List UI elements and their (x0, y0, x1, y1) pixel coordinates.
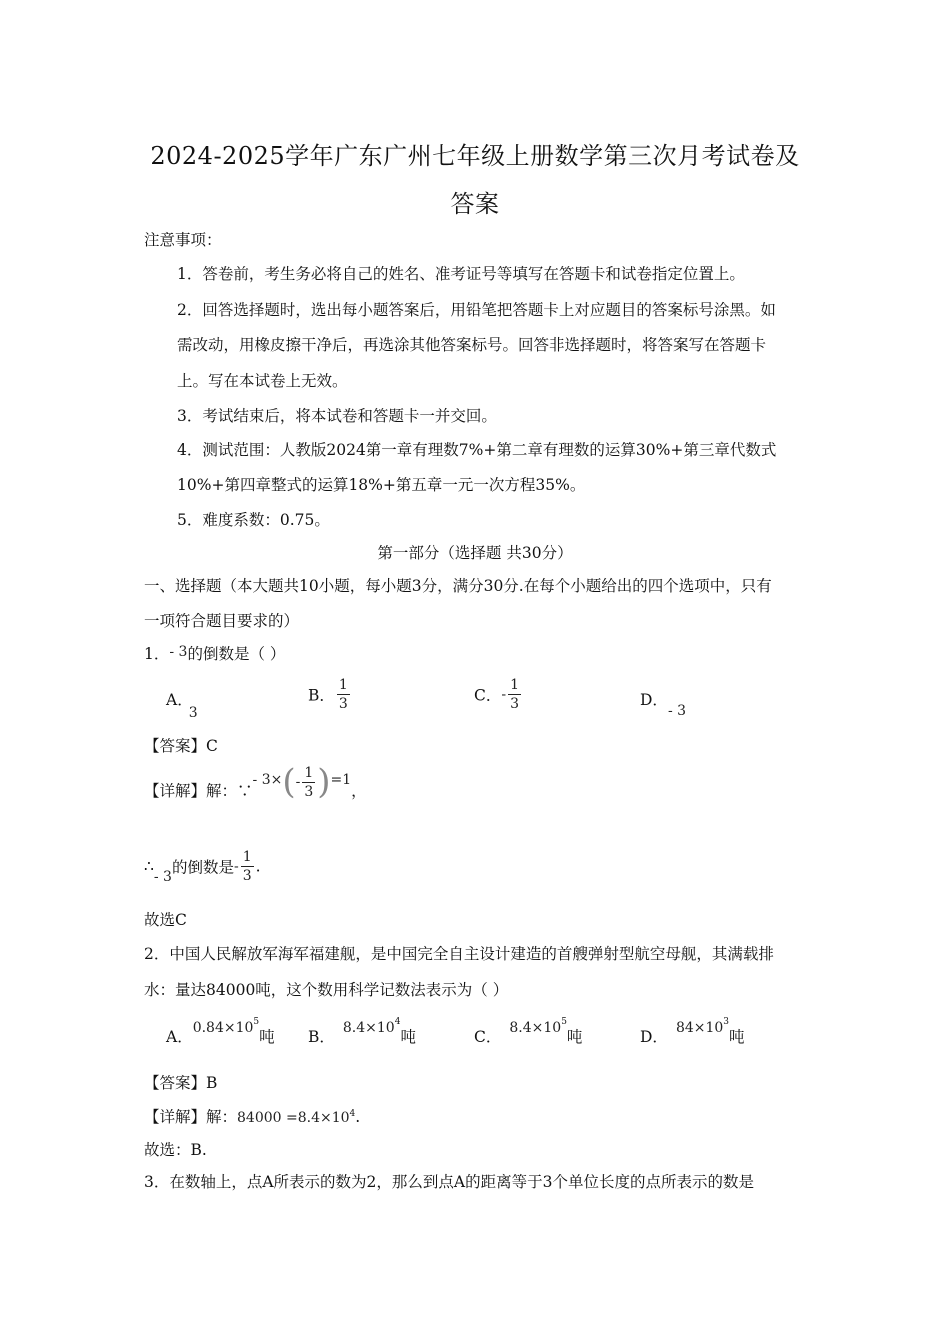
left-paren-icon: ( (282, 762, 296, 802)
q2-option-c-unit: 吨 (566, 1028, 583, 1046)
q1-option-d-value: - 3 (667, 703, 687, 719)
notice-item-2-line2: 需改动，用橡皮擦干净后，再选涂其他答案标号。回答非选择题时，将答案写在答题卡 (177, 336, 767, 354)
q2-option-d-label: D． (640, 1028, 668, 1046)
q1-stem-text: 的倒数是（ ） (187, 645, 286, 663)
q2-detail-exponent: 4 (349, 1108, 356, 1119)
q2-option-a-label: A． (166, 1028, 193, 1046)
q1-detail-label: 【详解】解：∵ (144, 782, 253, 800)
notice-item-3: 3．考试结束后，将本试卷和答题卡一并交回。 (177, 407, 497, 425)
q1-detail-tail: ， (351, 782, 367, 800)
notice-item-4-line1: 4．测试范围：人教版2024第一章有理数7%+第二章有理数的运算30%+第三章代数式 (177, 441, 777, 459)
q1-option-b-label: B． (308, 686, 335, 705)
q2-conclusion: 故选：B. (144, 1141, 207, 1159)
part1-heading: 第一部分（选择题 共30分） (377, 544, 573, 562)
q2-option-b-exponent: 4 (394, 1016, 401, 1027)
notice-heading: 注意事项： (144, 231, 222, 249)
q2-detail-end: . (355, 1108, 361, 1126)
q1-option-a (166, 688, 202, 721)
q2-option-c-label: C． (474, 1028, 502, 1046)
q1-number: 1． (144, 645, 170, 663)
notice-item-2-line1: 2．回答选择题时，选出每小题答案后，用铅笔把答题卡上对应题目的答案标号涂黑。如 (177, 301, 776, 319)
q1-option-b-denominator: 3 (338, 696, 348, 712)
right-paren-icon: ) (317, 762, 331, 802)
q1-detail-expr-b: =1 (330, 772, 352, 788)
q1-therefore (144, 850, 261, 883)
q2-option-d (640, 1016, 745, 1047)
q1-option-b-fraction (337, 678, 350, 711)
q1-option-c-sign: - (501, 686, 507, 703)
q2-option-a (166, 1016, 275, 1047)
q1-option-a-value: 3 (188, 705, 198, 721)
q1-therefore-sign: - (233, 858, 239, 875)
q2-option-c-exponent: 5 (561, 1016, 567, 1027)
q1-option-c-fraction (508, 678, 521, 711)
q1-detail-sign: - (295, 774, 301, 790)
q1-option-b-numerator: 1 (338, 677, 348, 693)
q3-stem-line1: 3．在数轴上，点A所表示的数为2，那么到点A的距离等于3个单位长度的点所表示的数是 (144, 1173, 754, 1191)
notice-item-1: 1．答卷前，考生务必将自己的姓名、准考证号等填写在答题卡和试卷指定位置上。 (177, 265, 745, 283)
q1-therefore-end: . (255, 857, 261, 876)
q2-option-b-unit: 吨 (400, 1028, 416, 1046)
q2-stem-line1: 2．中国人民解放军海军福建舰，是中国完全自主设计建造的首艘弹射型航空母舰，其满载排 (144, 945, 774, 963)
q2-detail-expr: 84000 =8.4×10 (237, 1110, 350, 1126)
q1-detail (144, 762, 367, 807)
q1-option-d-label: D． (640, 691, 668, 709)
q2-option-d-exponent: 3 (723, 1016, 730, 1027)
q1-option-b (308, 678, 352, 711)
document-title-line1: 2024-2025学年广东广州七年级上册数学第三次月考试卷及 (150, 142, 800, 170)
q2-option-b-base: 8.4×10 (342, 1020, 395, 1036)
q2-option-d-base: 84×10 (675, 1020, 724, 1036)
q1-detail-numerator: 1 (304, 764, 314, 781)
q2-option-b (308, 1016, 416, 1047)
notice-item-4-line2: 10%+第四章整式的运算18%+第五章一元一次方程35%。 (177, 476, 586, 494)
q1-therefore-denominator: 3 (242, 868, 252, 884)
q1-option-d (640, 688, 687, 719)
q2-answer: 【答案】B (144, 1074, 218, 1092)
q1-option-c-label: C． (474, 686, 502, 705)
q1-answer: 【答案】C (144, 737, 218, 755)
q1-detail-expr-a: - 3× (252, 772, 283, 788)
q1-therefore-expr: - 3 (153, 868, 172, 885)
q2-detail-label: 【详解】解： (144, 1108, 238, 1126)
q1-therefore-numerator: 1 (242, 849, 252, 865)
q2-detail (144, 1105, 360, 1127)
q1-detail-denominator: 3 (304, 783, 314, 800)
q2-option-d-unit: 吨 (729, 1028, 745, 1046)
q1-option-c (474, 678, 523, 711)
q1-therefore-text: 的倒数是 (171, 858, 234, 877)
q1-expression: - 3 (169, 644, 188, 660)
q2-option-c (474, 1016, 583, 1047)
section-heading-line2: 一项符合题目要求的） (144, 612, 300, 630)
notice-item-2-line3: 上。写在本试卷上无效。 (177, 372, 348, 390)
q1-conclusion: 故选C (144, 911, 187, 929)
q1-option-c-denominator: 3 (510, 696, 520, 712)
q1-stem (144, 642, 285, 664)
q2-option-a-exponent: 5 (253, 1016, 260, 1027)
q1-option-c-numerator: 1 (510, 677, 520, 693)
q2-stem-line2: 水：量达84000吨，这个数用科学记数法表示为（ ） (144, 981, 509, 999)
q1-option-a-label: A． (166, 691, 193, 709)
q2-option-b-label: B． (308, 1028, 335, 1046)
therefore-icon: ∴ (144, 857, 154, 876)
notice-item-5: 5．难度系数：0.75。 (177, 511, 330, 529)
q2-option-c-base: 8.4×10 (509, 1020, 562, 1036)
q1-therefore-fraction (241, 850, 254, 883)
q2-option-a-unit: 吨 (259, 1028, 275, 1046)
q2-option-a-base: 0.84×10 (192, 1020, 254, 1036)
section-heading-line1: 一、选择题（本大题共10小题，每小题3分，满分30分.在每个小题给出的四个选项中，只有 (144, 577, 772, 595)
q1-detail-fraction (302, 766, 315, 799)
document-title-line2: 答案 (450, 190, 500, 218)
